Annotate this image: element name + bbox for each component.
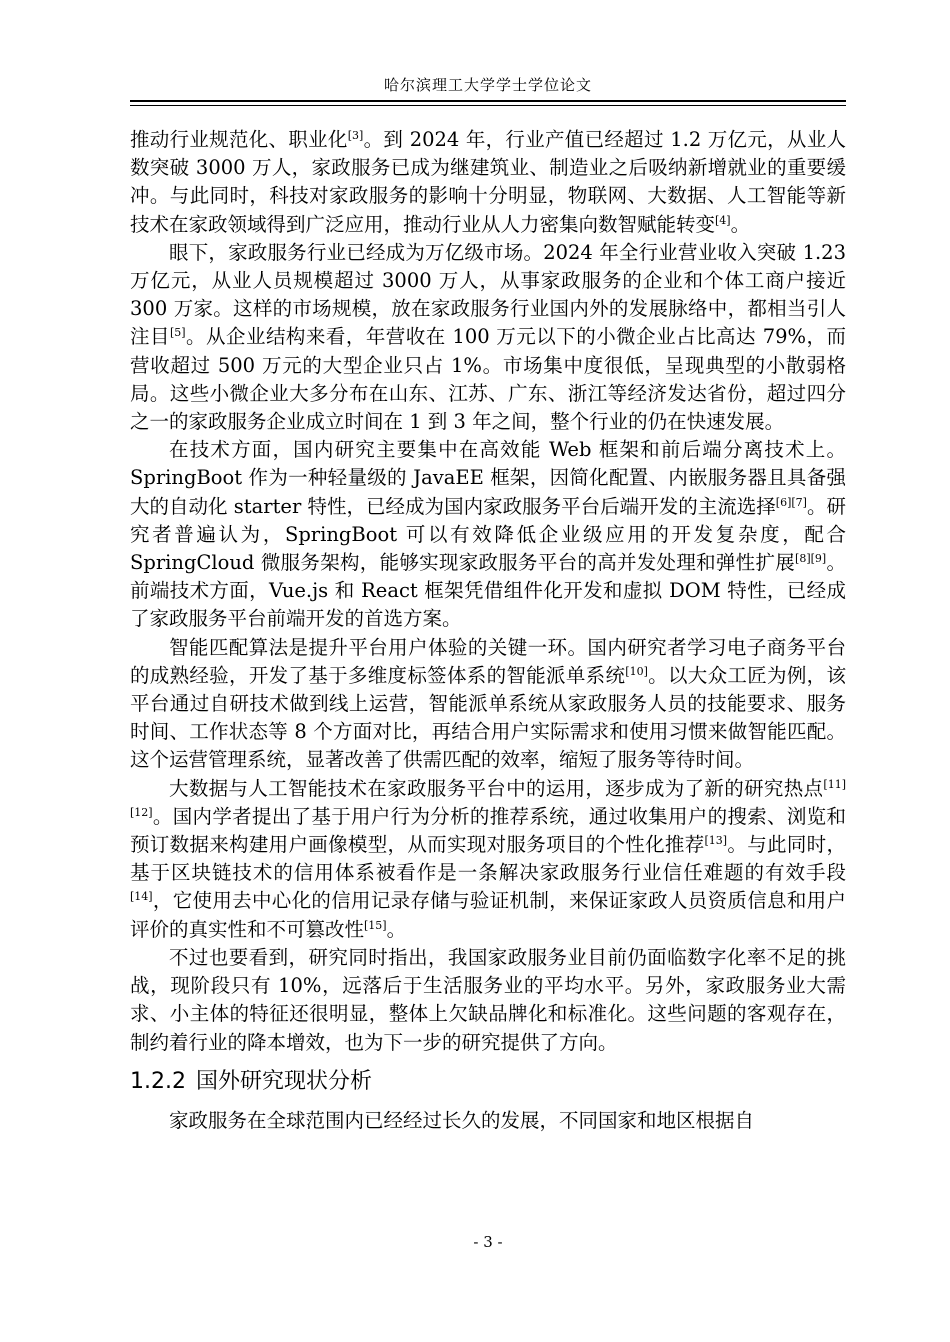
- paragraph: [130, 1107, 846, 1135]
- citation-ref: [14]: [130, 890, 153, 904]
- paragraph: [130, 239, 846, 436]
- paragraph: [130, 634, 846, 775]
- citation-ref: [13]: [704, 834, 728, 848]
- text-run: 。: [386, 917, 407, 941]
- text-run: 。国内学者提出了基于用户行为分析的推荐系统，通过收集用户的搜索、浏览和预订数据来构建用户画像模型，从而实现对服务项目的个性化推荐: [130, 804, 846, 857]
- citation-ref: [11][12]: [130, 777, 846, 819]
- paragraph: [130, 775, 846, 944]
- text-run: ，它使用去中心化的信用记录存储与验证机制，来保证家政人员资质信息和用户评价的真实性和不可篡改性: [130, 889, 846, 941]
- header-rule-thick: [130, 100, 846, 102]
- citation-ref: [15]: [364, 918, 387, 932]
- section-title: 国外研究现状分析: [195, 1068, 372, 1094]
- page-number-text: - 3 -: [473, 1233, 503, 1251]
- paragraph: [130, 436, 846, 633]
- section-heading: [130, 1067, 846, 1097]
- citation-ref: [3]: [347, 129, 364, 142]
- paragraph: [130, 126, 846, 239]
- citation-ref: [8][9]: [795, 552, 827, 566]
- text-run: 。从企业结构来看，年营收在 100 万元以下的小微企业占比高达 79%，而营收超过 500 万元的大型企业只占 1%。市场集中度很低，呈现典型的小散弱格局。这些小微企业大多分布在山东、江苏、广东、浙江等经济发达省份，超过四分之一的家政服务企业成立时间在 1 到 3 年之间，整个行业的仍在快速发展。: [130, 325, 846, 434]
- header-title: 哈尔滨理工大学学士学位论文: [383, 76, 592, 94]
- text-run: 家政服务在全球范围内已经经过长久的发展，不同国家和地区根据自: [169, 1108, 755, 1132]
- paragraph-group: [130, 126, 846, 1057]
- citation-ref: [5]: [169, 326, 186, 340]
- text-run: 。以大众工匠为例，该平台通过自研技术做到线上运营，智能派单系统从家政服务人员的技能要求、服务时间、工作状态等 8 个方面对比，再结合用户实际需求和使用习惯来做智能匹配。这个运营管理系统，显著改善了供需匹配的效率，缩短了服务等待时间。: [130, 663, 846, 772]
- text-run: 。: [730, 212, 751, 236]
- running-header: [130, 74, 846, 96]
- text-run: 智能匹配算法是提升平台用户体验的关键一环。国内研究者学习电子商务平台的成熟经验，开发了基于多维度标签体系的智能派单系统: [130, 635, 846, 687]
- page-number: [130, 1231, 846, 1253]
- citation-ref: [6][7]: [775, 495, 807, 509]
- citation-ref: [4]: [715, 213, 731, 227]
- text-run: 不过也要看到，研究同时指出，我国家政服务业目前仍面临数字化率不足的挑战，现阶段只有 10%，远落后于生活服务业的平均水平。另外，家政服务业大需求、小主体的特征还很明显，整体上欠缺品牌化和标准化。这些问题的客观存在，制约着行业的降本增效，也为下一步的研究提供了方向。: [130, 945, 846, 1054]
- text-run: 推动行业规范化、职业化: [130, 128, 348, 151]
- text-run: 。研究者普遍认为，SpringBoot 可以有效降低企业级应用的开发复杂度，配合 SpringCloud 微服务架构，能够实现家政服务平台的高并发处理和弹性扩展: [130, 494, 846, 575]
- text-run: 。前端技术方面，Vue.js 和 React 框架凭借组件化开发和虚拟 DOM 特性，已经成了家政服务平台前端开发的首选方案。: [130, 551, 846, 631]
- paragraph: [130, 944, 846, 1057]
- text-run: 。与此同时，基于区块链技术的信用体系被看作是一条解决家政服务行业信任难题的有效手段: [130, 833, 846, 885]
- section-number: 1.2.2: [130, 1068, 186, 1094]
- text-run: 眼下，家政服务行业已经成为万亿级市场。2024 年全行业营业收入突破 1.23 万亿元，从业人员规模超过 3000 万人，从事家政服务的企业和个体工商户接近 300 万家。这样的市场规模，放在家政服务行业国内外的发展脉络中，都相当引人注目: [130, 240, 846, 349]
- text-run: 大数据与人工智能技术在家政服务平台中的运用，逐步成为了新的研究热点: [169, 776, 824, 800]
- header-rule-thin: [130, 105, 846, 106]
- text-run: 。到 2024 年，行业产值已经超过 1.2 万亿元，从业人数突破 3000 万人，家政服务已成为继建筑业、制造业之后吸纳新增就业的重要缓冲。与此同时，科技对家政服务的影响十分明显，物联网、大数据、人工智能等新技术在家政领域得到广泛应用，推动行业从人力密集向数智赋能转变: [130, 128, 846, 236]
- citation-ref: [10]: [625, 664, 648, 678]
- body-text: [130, 126, 846, 1135]
- paragraph-group-after-heading: [130, 1107, 846, 1135]
- text-run: 在技术方面，国内研究主要集中在高效能 Web 框架和前后端分离技术上。SpringBoot 作为一种轻量级的 JavaEE 框架，因简化配置、内嵌服务器且具备强大的自动化 starter 特性，已经成为国内家政服务平台后端开发的主流选择: [130, 438, 846, 518]
